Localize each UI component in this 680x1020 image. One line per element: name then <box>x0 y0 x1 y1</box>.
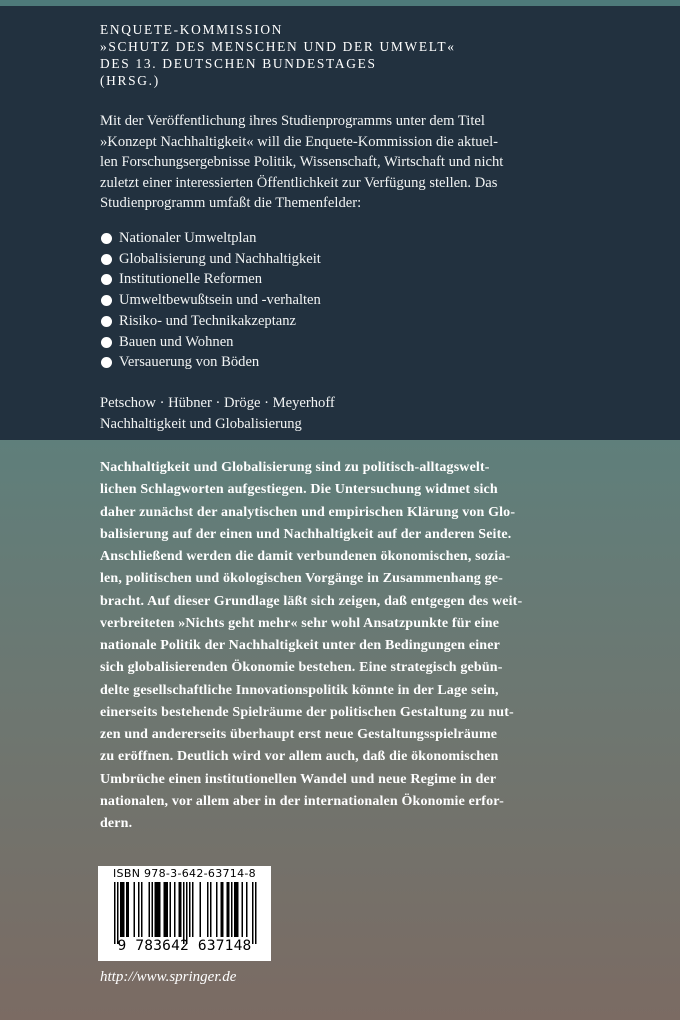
description-line: zen und andererseits überhaupt erst neue Gestaltungsspielräume <box>100 727 498 742</box>
description-line: nationale Politik der Nachhaltigkeit unter den Bedingungen einer <box>100 638 500 653</box>
description-line: zu eröffnen. Deutlich wird vor allem auch, daß die ökonomischen <box>100 749 499 765</box>
barcode-bar <box>156 882 158 937</box>
description-line: lichen Schlagworten aufgestiegen. Die Untersuchung widmet sich <box>100 482 498 498</box>
bullet-icon <box>101 316 112 327</box>
book-authors: Petschow · Hübner · Dröge · Meyerhoff <box>100 395 335 411</box>
topic-label: Nationaler Umweltplan <box>119 230 257 246</box>
description-line: nationalen, vor allem aber in der internationalen Ökonomie erfor- <box>100 793 504 809</box>
barcode-bar <box>155 882 157 937</box>
description-line: dern. <box>100 816 133 831</box>
barcode-bar <box>179 882 181 937</box>
editor-line: (HRSG.) <box>100 73 160 88</box>
barcode-bar <box>183 882 185 944</box>
topic-list <box>100 228 321 373</box>
barcode-bar <box>170 882 172 937</box>
intro-paragraph <box>100 111 645 214</box>
bullet-icon <box>101 337 112 348</box>
intro-line: Studienprogramm umfaßt die Themenfelder: <box>100 195 362 212</box>
isbn-label: ISBN 978-3-642-63714-8 <box>113 867 256 880</box>
bullet-icon <box>101 357 112 368</box>
barcode-bar <box>141 882 143 937</box>
intro-line: Mit der Veröffentlichung ihres Studienprogramms unter dem Titel <box>100 113 485 129</box>
barcode-bar <box>186 882 188 944</box>
barcode-bar <box>126 882 128 937</box>
barcode-bar <box>189 882 191 937</box>
barcode-bar <box>231 882 233 937</box>
topic-item <box>100 290 321 311</box>
barcode-bar <box>216 882 218 937</box>
barcode-bar <box>120 882 122 937</box>
intro-line: len Forschungsergebnisse Politik, Wissenschaft, Wirtschaft und nicht <box>100 154 504 171</box>
publisher-url[interactable]: http://www.springer.de <box>100 969 237 985</box>
description-line: sich globalisierenden Ökonomie bestehen. Eine strategisch gebün- <box>100 660 503 676</box>
topic-label: Bauen und Wohnen <box>119 333 234 350</box>
barcode-bar <box>192 882 194 937</box>
bullet-icon <box>101 254 112 265</box>
barcode-bar <box>167 882 169 937</box>
description-line: Umbrüche einen institutionellen Wandel und neue Regime in der <box>100 771 497 787</box>
barcode-bar <box>123 882 125 937</box>
intro-line: zuletzt einer interessierten Öffentlichkeit zur Verfügung stellen. Das <box>100 174 498 191</box>
intro-line: »Konzept Nachhaltigkeit« will die Enquete-Kommission die aktuel- <box>100 133 498 150</box>
description-line: len, politischen und ökologischen Vorgänge in Zusammenhang ge- <box>100 571 503 587</box>
barcode-bar <box>128 882 130 937</box>
topic-item <box>100 332 321 353</box>
description-line: verbreiteten »Nichts geht mehr« sehr wohl Ansatzpunkte für eine <box>100 615 500 631</box>
description-line: bracht. Auf dieser Grundlage läßt sich zeigen, daß entgegen des weit- <box>100 593 523 609</box>
description-line: balisierung auf der einen und Nachhaltigkeit auf der anderen Seite. <box>100 526 512 542</box>
bullet-icon <box>101 233 112 244</box>
bullet-icon <box>101 274 112 285</box>
description-line: daher zunächst der analytischen und empirischen Klärung von Glo- <box>100 504 516 520</box>
barcode-bar <box>222 882 224 937</box>
barcode-bar <box>134 882 136 937</box>
barcode-bar <box>236 882 238 937</box>
topic-item <box>100 228 321 249</box>
bullet-icon <box>101 295 112 306</box>
barcode <box>98 866 271 961</box>
barcode-bar <box>210 882 212 937</box>
barcode-bar <box>117 882 119 944</box>
barcode-bar <box>122 882 124 937</box>
topic-label: Umweltbewußtsein und -verhalten <box>119 292 321 309</box>
editor-line: DES 13. DEUTSCHEN BUNDESTAGES <box>100 56 377 71</box>
topic-label: Risiko- und Technikakzeptanz <box>119 312 297 329</box>
barcode-bar <box>234 882 236 937</box>
description-line: Nachhaltigkeit und Globalisierung sind zu politisch-alltagswelt- <box>100 460 490 475</box>
barcode-bar <box>207 882 209 937</box>
barcode-bar <box>246 882 248 937</box>
barcode-bar <box>174 882 176 937</box>
book-title: Nachhaltigkeit und Globalisierung <box>100 415 302 432</box>
topic-label: Versauerung von Böden <box>119 354 260 371</box>
editor-line: »SCHUTZ DES MENSCHEN UND DER UMWELT« <box>100 39 456 54</box>
barcode-bar <box>138 882 140 937</box>
topic-item <box>100 311 321 332</box>
book-info <box>100 393 335 434</box>
description-line: einerseits bestehende Spielräume der politischen Gestaltung zu nut- <box>100 704 514 720</box>
topic-label: Globalisierung und Nachhaltigkeit <box>119 250 321 267</box>
barcode-bars <box>103 882 266 944</box>
barcode-bar <box>158 882 160 937</box>
barcode-bar <box>228 882 230 937</box>
barcode-bar <box>252 882 254 944</box>
barcode-bar <box>159 882 161 937</box>
barcode-bar <box>149 882 151 937</box>
barcode-bar <box>164 882 166 937</box>
barcode-bar <box>242 882 244 937</box>
barcode-bar <box>221 882 223 937</box>
topic-item <box>100 249 321 270</box>
ean-digits: 9 783642 637148 <box>117 938 252 954</box>
editor-line: ENQUETE-KOMMISSION <box>100 22 284 37</box>
topic-item <box>100 352 321 373</box>
barcode-bar <box>255 882 257 944</box>
description-line: Anschließend werden die damit verbundenen ökonomischen, sozia- <box>100 549 511 564</box>
barcode-bar <box>152 882 154 937</box>
topic-label: Institutionelle Reformen <box>119 271 263 288</box>
description-line: delte gesellschaftliche Innovationspolitik könnte in der Lage sein, <box>100 682 499 698</box>
barcode-bar <box>180 882 182 937</box>
barcode-bar <box>114 882 116 944</box>
barcode-bar <box>200 882 202 937</box>
editor-block <box>100 21 660 89</box>
barcode-bar <box>237 882 239 937</box>
topic-item <box>100 269 321 290</box>
barcode-bar <box>227 882 229 937</box>
description-paragraph <box>100 457 660 835</box>
barcode-bar <box>165 882 167 937</box>
